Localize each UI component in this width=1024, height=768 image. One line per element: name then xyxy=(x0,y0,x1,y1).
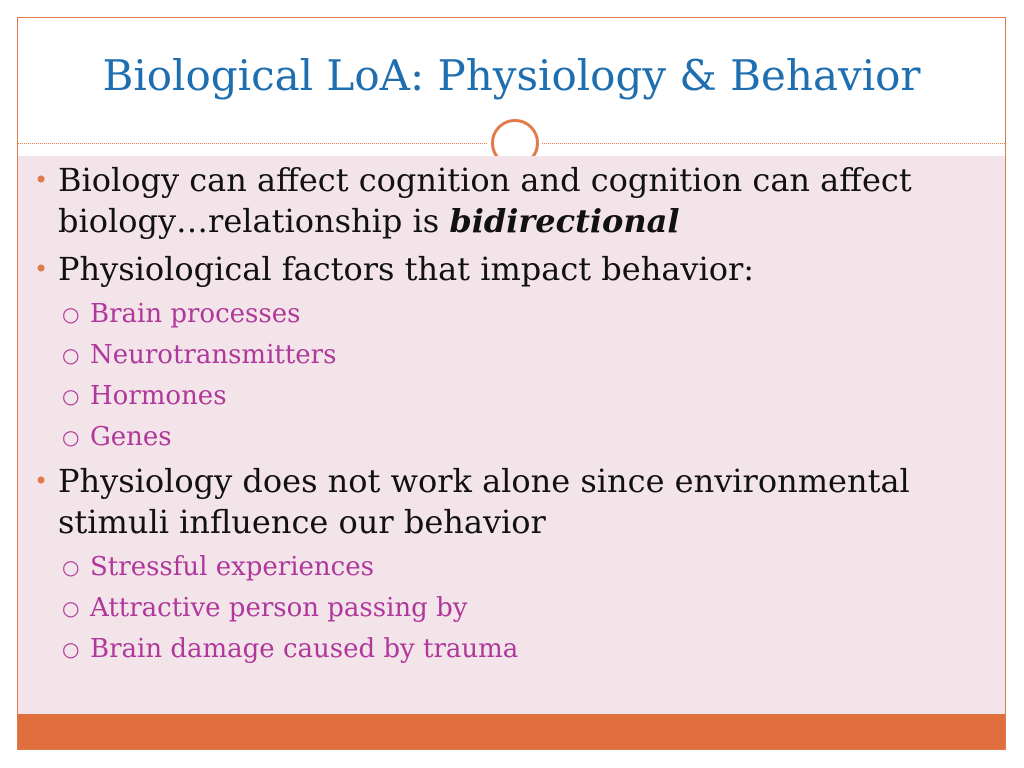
sub-bullet-circle-icon: ○ xyxy=(62,302,80,326)
footer-bar xyxy=(18,714,1005,749)
sub-bullet-circle-icon: ○ xyxy=(62,425,80,449)
bullet-text: Physiology does not work alone since environmental stimuli influence our behavior xyxy=(58,462,910,541)
bullet-item xyxy=(32,461,972,543)
bullet-dot-icon: • xyxy=(34,166,49,194)
sub-bullet-item xyxy=(32,379,972,413)
sub-bullet-text: Brain processes xyxy=(90,299,301,329)
sub-bullet-circle-icon: ○ xyxy=(62,343,80,367)
sub-bullet-text: Hormones xyxy=(90,381,227,411)
sub-bullet-circle-icon: ○ xyxy=(62,555,80,579)
sub-bullet-item xyxy=(32,591,972,625)
sub-bullet-item xyxy=(32,420,972,454)
bullet-dot-icon: • xyxy=(34,255,49,283)
sub-bullet-item xyxy=(32,338,972,372)
bullet-dot-icon: • xyxy=(34,467,49,495)
bullet-list xyxy=(32,160,972,673)
bullet-text: Physiological factors that impact behavior: xyxy=(58,250,755,288)
bullet-item xyxy=(32,249,972,290)
sub-bullet-item xyxy=(32,297,972,331)
sub-bullet-circle-icon: ○ xyxy=(62,384,80,408)
sub-bullet-text: Attractive person passing by xyxy=(90,593,468,623)
sub-bullet-text: Genes xyxy=(90,422,172,452)
bullet-item xyxy=(32,160,972,242)
sub-bullet-circle-icon: ○ xyxy=(62,596,80,620)
bullet-emphasis: bidirectional xyxy=(449,202,680,240)
sub-bullet-item xyxy=(32,550,972,584)
bullet-text: Biology can affect cognition and cognition can affect biology…relationship is xyxy=(58,161,912,240)
sub-bullet-text: Stressful experiences xyxy=(90,552,374,582)
slide-title: Biological LoA: Physiology & Behavior xyxy=(102,51,921,100)
sub-bullet-item xyxy=(32,632,972,666)
sub-bullet-text: Brain damage caused by trauma xyxy=(90,634,519,664)
sub-bullet-text: Neurotransmitters xyxy=(90,340,337,370)
sub-bullet-circle-icon: ○ xyxy=(62,637,80,661)
